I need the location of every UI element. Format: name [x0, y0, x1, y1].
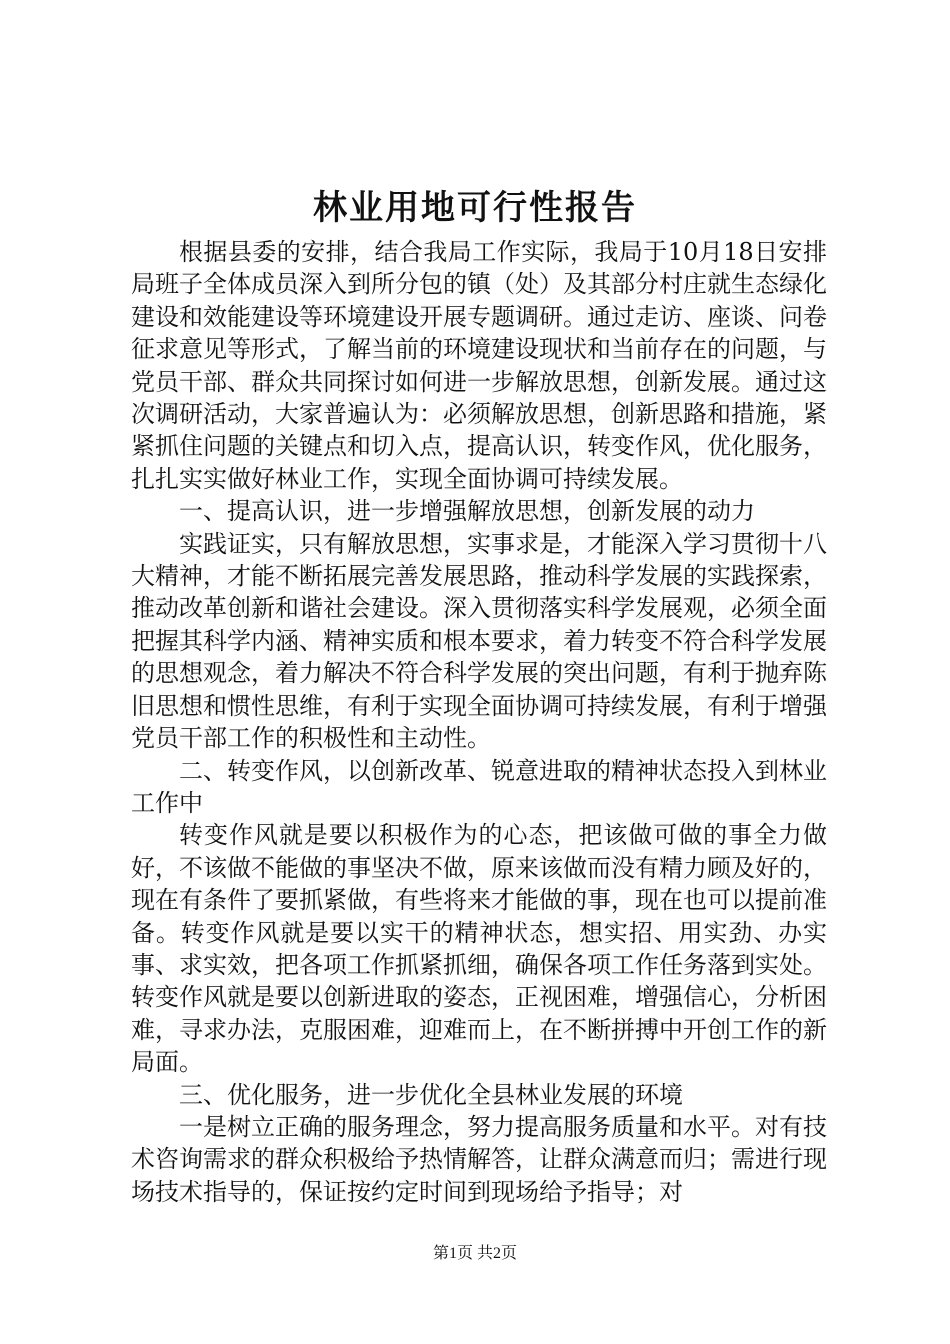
document-body — [131, 236, 827, 1208]
section-heading-1: 一、提高认识，进一步增强解放思想，创新发展的动力 — [179, 497, 755, 526]
paragraph-intro: 根据县委的安排，结合我局工作实际，我局于10月18日安排局班子全体成员深入到所分包的镇（处）及其部分村庄就生态绿化建设和效能建设等环境建设开展专题调研。通过走访、座谈、问卷征求意见等形式，了解当前的环境建设现状和当前存在的问题，与党员干部、群众共同探讨如何进一步解放思想，创新发展。通过这次调研活动，大家普遍认为：必须解放思想，创新思路和措施，紧紧抓住问题的关键点和切入点，提高认识，转变作风，优化服务，扎扎实实做好林业工作，实现全面协调可持续发展。 — [131, 238, 827, 493]
document-title: 林业用地可行性报告 — [313, 188, 637, 228]
page-footer: 第1页 共2页 — [432, 1245, 517, 1262]
section-heading-2: 二、转变作风，以创新改革、锐意进取的精神状态投入到林业工作中 — [131, 756, 827, 817]
paragraph-section-2: 转变作风就是要以积极作为的心态，把该做可做的事全力做好，不该做不能做的事坚决不做，原来该做而没有精力顾及好的，现在有条件了要抓紧做，有些将来才能做的事，现在也可以提前准备。转变作风就是要以实干的精神状态，想实招、用实劲、办实事、求实效，把各项工作抓紧抓细，确保各项工作任务落到实处。转变作风就是要以创新进取的姿态，正视困难，增强信心，分析困难，寻求办法，克服困难，迎难而上，在不断拼搏中开创工作的新局面。 — [131, 821, 827, 1077]
paragraph-section-1: 实践证实，只有解放思想，实事求是，才能深入学习贯彻十八大精神，才能不断拓展完善发展思路，推动科学发展的实践探索，推动改革创新和谐社会建设。深入贯彻落实科学发展观，必须全面把握其科学内涵、精神实质和根本要求，着力转变不符合科学发展的思想观念，着力解决不符合科学发展的突出问题，有利于抛弃陈旧思想和惯性思维，有利于实现全面协调可持续发展，有利于增强党员干部工作的积极性和主动性。 — [131, 529, 827, 753]
paragraph-section-3: 一是树立正确的服务理念，努力提高服务质量和水平。对有技术咨询需求的群众积极给予热情解答，让群众满意而归；需进行现场技术指导的，保证按约定时间到现场给予指导；对 — [131, 1112, 827, 1206]
section-heading-3: 三、优化服务，进一步优化全县林业发展的环境 — [179, 1080, 683, 1109]
